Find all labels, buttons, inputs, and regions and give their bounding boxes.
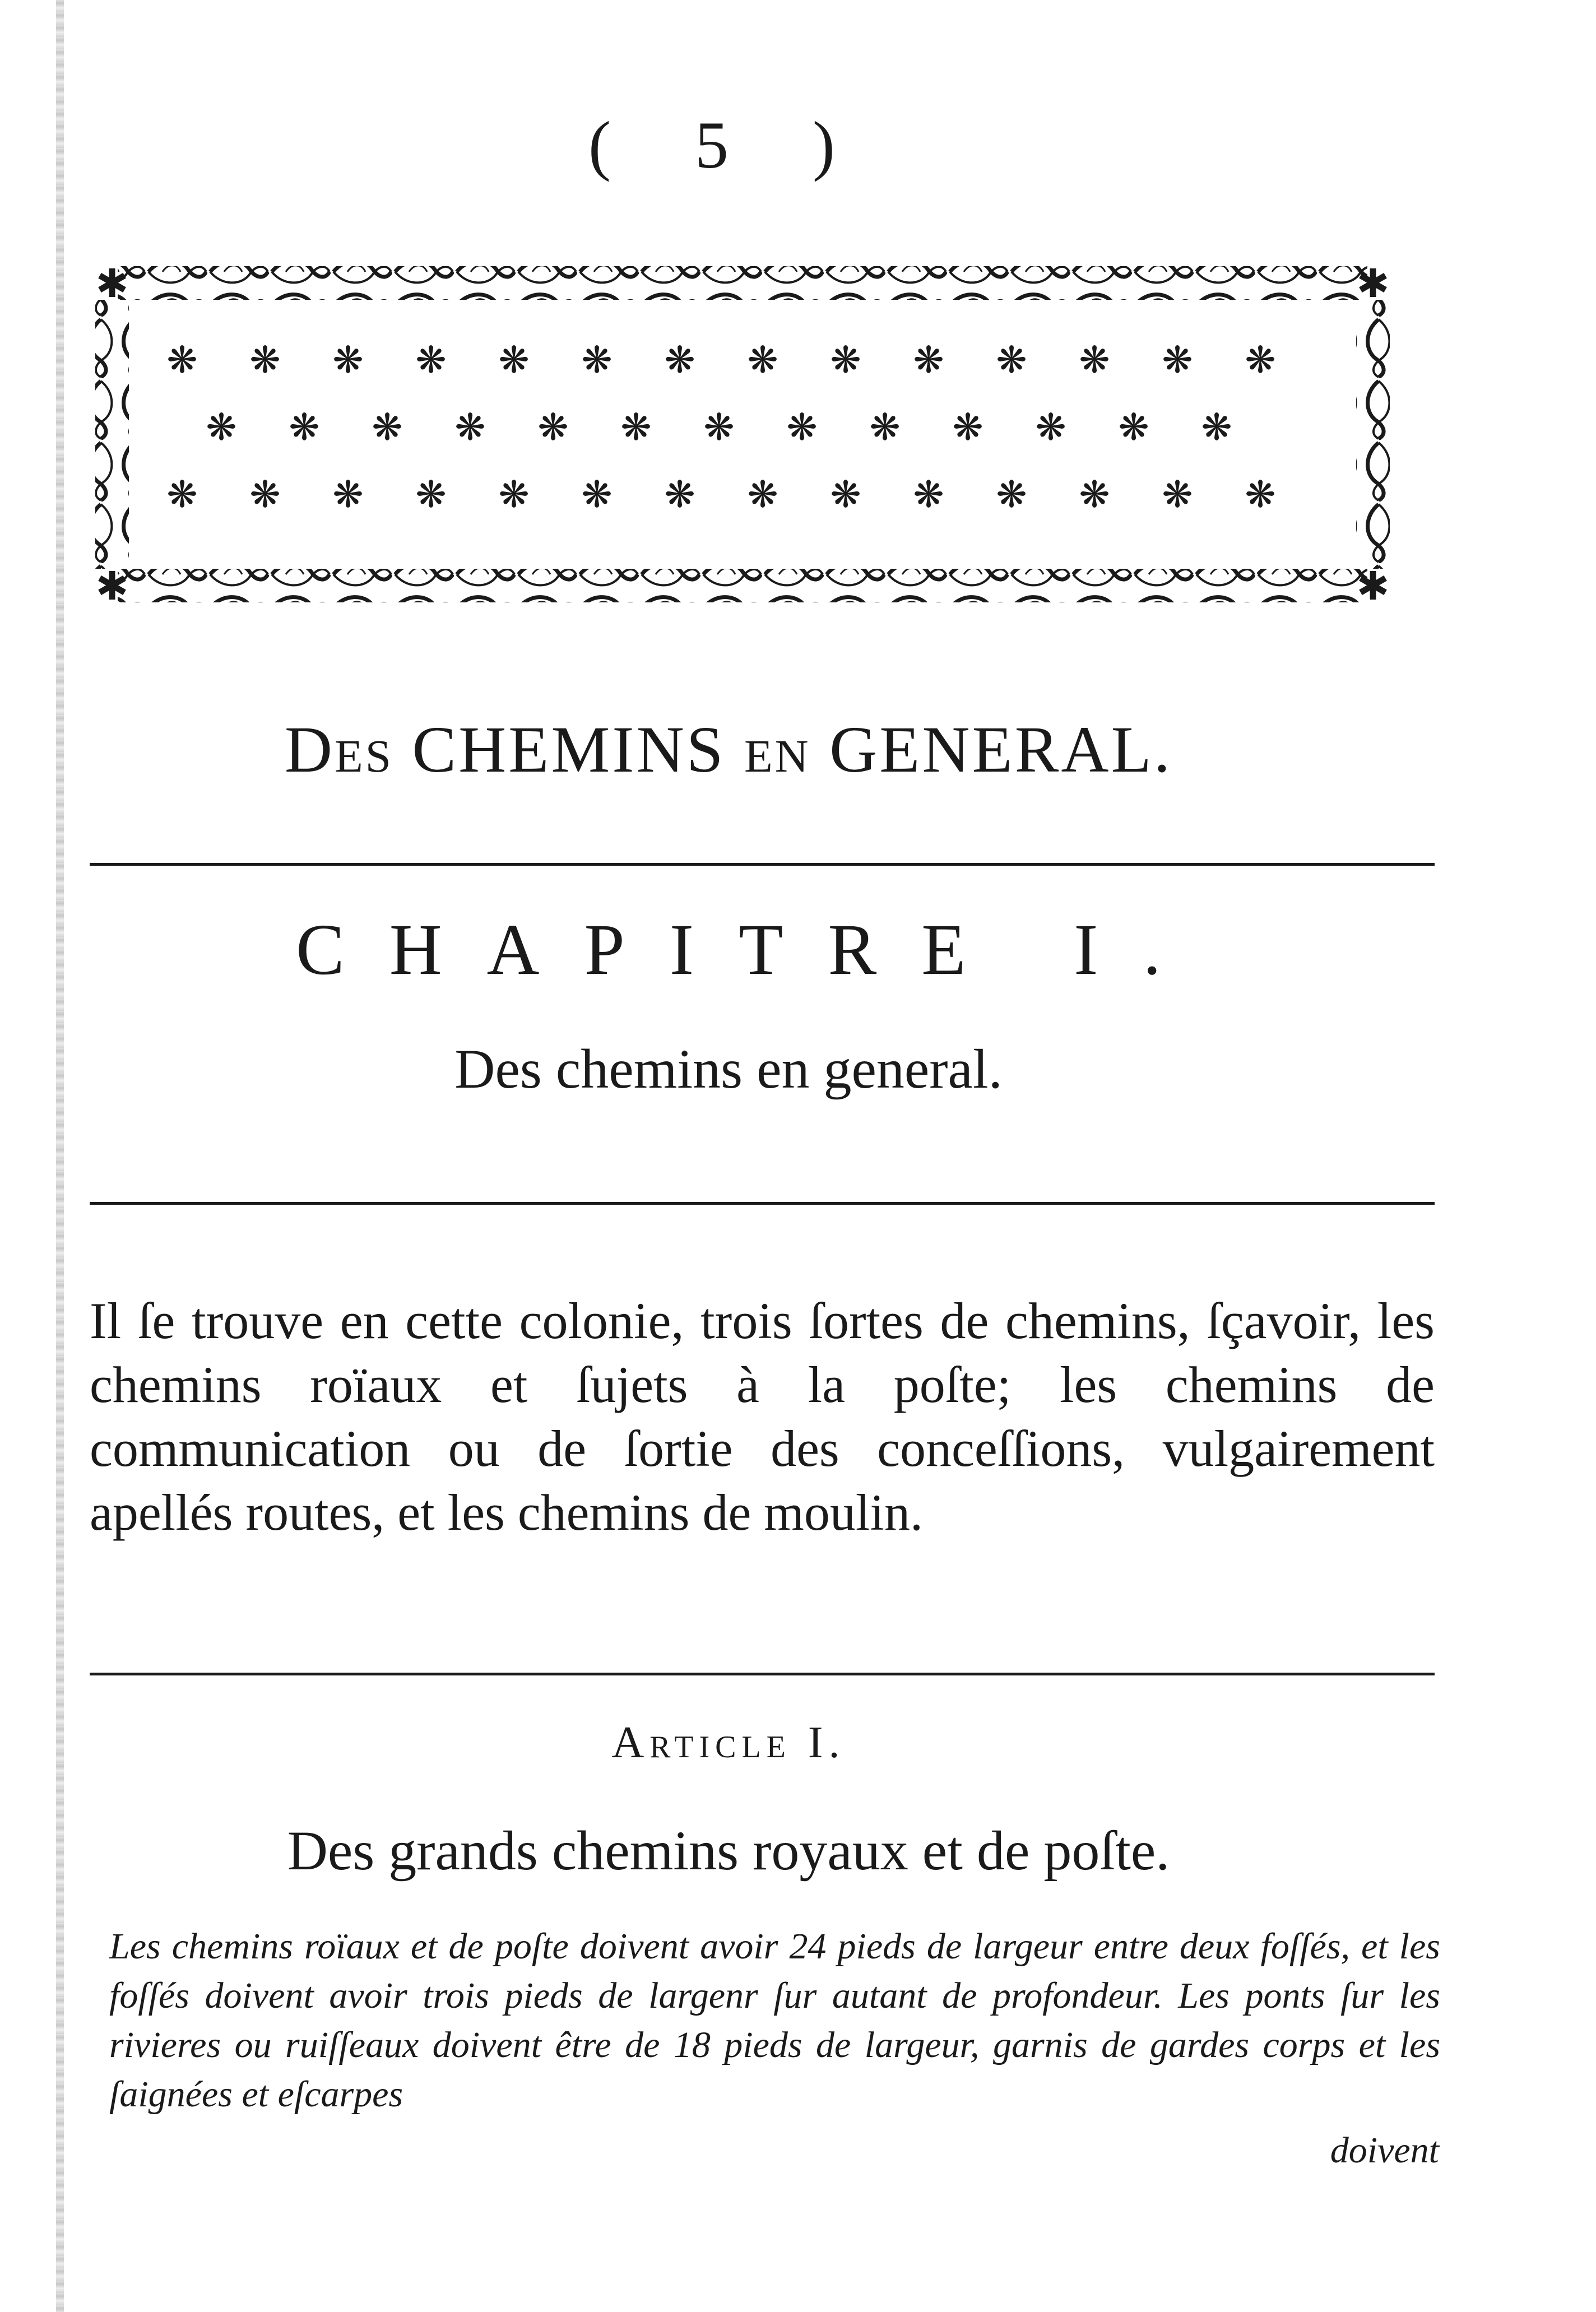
heading-part-en: en <box>725 713 830 786</box>
ornament-star: ❋ <box>1035 406 1066 449</box>
ornament-star: ❋ <box>747 338 778 382</box>
ornament-star: ❋ <box>1118 406 1149 449</box>
ornament-star: ❋ <box>498 473 530 516</box>
ornament-star: ❋ <box>620 406 652 449</box>
ornament-star: ❋ <box>664 338 695 382</box>
ornament-star: ❋ <box>289 406 320 449</box>
horizontal-rule <box>90 863 1435 866</box>
ornament-star: ❋ <box>1245 473 1276 516</box>
ornament-star: ❋ <box>830 473 861 516</box>
horizontal-rule <box>90 1202 1435 1205</box>
binding-edge <box>56 0 64 2312</box>
ornament-star: ❋ <box>332 338 364 382</box>
ornament-star: ❋ <box>372 406 403 449</box>
article-label-initial: A <box>611 1718 650 1767</box>
ornament-star: ❋ <box>249 338 281 382</box>
ornament-star: ❋ <box>206 406 237 449</box>
article-label <box>0 1717 1457 1768</box>
article-subtitle: Des grands chemins royaux et de poſte. <box>287 1819 1170 1882</box>
ornament-star: ❋ <box>830 338 861 382</box>
article-label-rest: rticle <box>649 1718 791 1767</box>
ornament-star: ❋ <box>581 473 613 516</box>
fleuron-band-icon <box>84 255 1401 614</box>
ornament-star: ❋ <box>996 338 1027 382</box>
svg-text:✱: ✱ <box>1356 261 1390 307</box>
horizontal-rule <box>90 1673 1435 1675</box>
svg-text:✱: ✱ <box>95 261 129 307</box>
ornament-star: ❋ <box>913 338 944 382</box>
ornament-star: ❋ <box>664 473 695 516</box>
ornament-star: ❋ <box>581 338 613 382</box>
article-label-number: I. <box>791 1718 846 1767</box>
ornament-star: ❋ <box>869 406 901 449</box>
body-paragraph: Il ſe trouve en cette colonie, trois ſortes de chemins, ſçavoir, les chemins roïaux et ſujets à la poſte; les chemins de communication ou de ſortie des conceſſions, vulgairement apellés routes, et les chemins de moulin. <box>90 1292 1435 1541</box>
ornament-star: ❋ <box>415 473 447 516</box>
ornament-star: ❋ <box>498 338 530 382</box>
heading-part-general: GENERAL. <box>829 713 1173 786</box>
svg-text:✱: ✱ <box>1356 563 1390 609</box>
catchword: doivent <box>1330 2130 1439 2171</box>
ornament-star: ❋ <box>1245 338 1276 382</box>
page-number: ( 5 ) <box>588 108 869 182</box>
ornament-star: ❋ <box>415 338 447 382</box>
chapter-title: CHAPITRE I. <box>296 909 1206 990</box>
ornament-star: ❋ <box>1079 338 1110 382</box>
ornament-star: ❋ <box>703 406 735 449</box>
ornament-star: ❋ <box>952 406 983 449</box>
heading-part-chemins: CHEMINS <box>412 713 726 786</box>
ornament-star: ❋ <box>913 473 944 516</box>
italic-paragraph: Les chemins roïaux et de poſte doivent avoir 24 pieds de largeur entre deux foſſés, et les foſſés doivent avoir trois pieds de largenr ſur autant de profondeur. Les ponts ſur les rivieres ou ruiſſeaux doivent être de 18 pieds de largeur, garnis de gardes corps et les ſaignées et eſcarpes <box>109 1926 1440 2115</box>
ornament-star: ❋ <box>1162 473 1193 516</box>
ornament-star: ❋ <box>786 406 818 449</box>
section-heading <box>0 712 1457 788</box>
svg-text:✱: ✱ <box>95 563 129 609</box>
ornament-star: ❋ <box>166 473 198 516</box>
ornament-star: ❋ <box>332 473 364 516</box>
ornament-star: ❋ <box>996 473 1027 516</box>
ornament-star: ❋ <box>747 473 778 516</box>
chapter-subtitle: Des chemins en general. <box>454 1038 1003 1100</box>
ornament-star: ❋ <box>249 473 281 516</box>
ornament-star: ❋ <box>1162 338 1193 382</box>
ornament-star: ❋ <box>166 338 198 382</box>
ornament-star: ❋ <box>454 406 486 449</box>
ornament-star: ❋ <box>1079 473 1110 516</box>
heading-part-des: Des <box>284 713 412 786</box>
ornament-star: ❋ <box>537 406 569 449</box>
ornament-star: ❋ <box>1201 406 1232 449</box>
